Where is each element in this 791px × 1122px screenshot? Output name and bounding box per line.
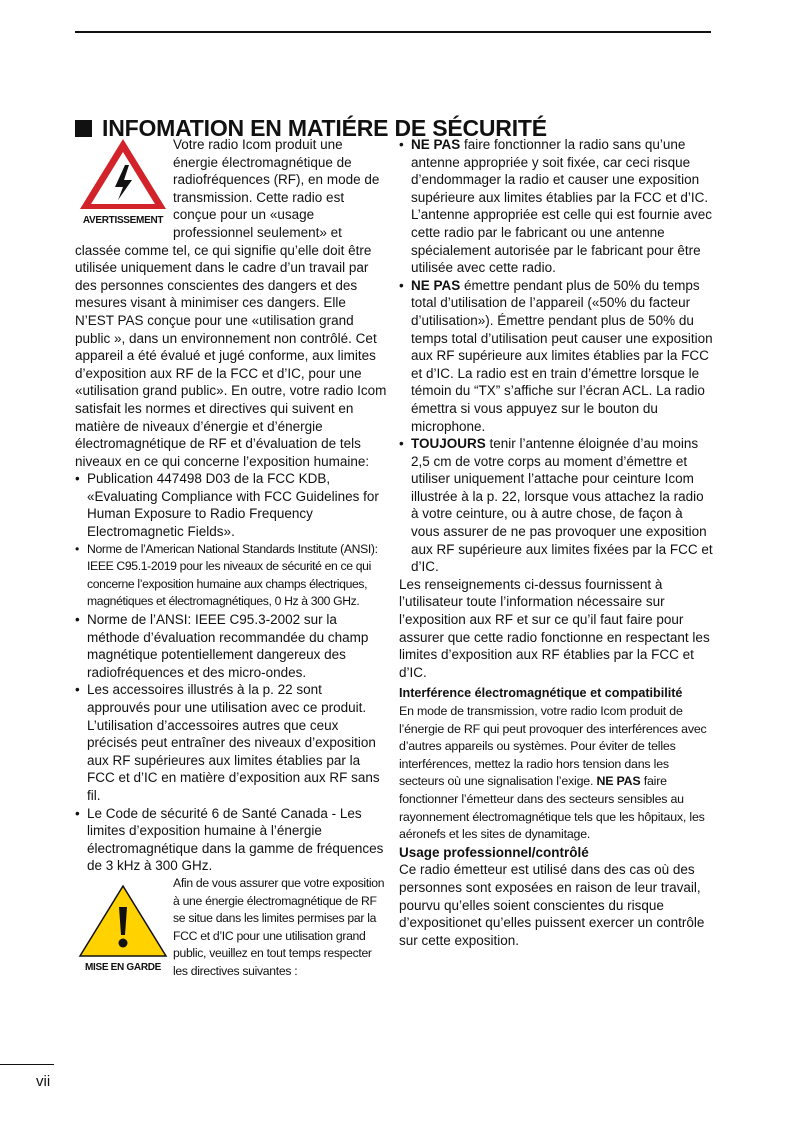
standards-list: [75, 470, 387, 875]
summary-paragraph: Les renseignements ci-dessus fournissent à l’utilisateur toute l’information nécessaire sur l’exposition aux RF et sur ce qu’il faut faire pour assurer que cette radio fonctionne en respectant les limites d’exposition aux RF établies par la FCC et d’IC.: [399, 576, 710, 680]
warning-block: [75, 136, 171, 230]
interference-heading: Interférence électromagnétique et compatibilité: [399, 686, 683, 701]
caution-text: Afin de vous assurer que votre exposition à une énergie électromagnétique de RF se situe dans les limites permises par la FCC et d’IC pour une utilisation grand public, veuillez en tout temps respecter les directives suivantes :: [173, 875, 385, 978]
interference-text: [399, 703, 713, 844]
page-number: vii: [36, 1073, 51, 1090]
list-item-text: émettre pendant plus de 50% du temps total d’utilisation de l’appareil («50% du facteur d’utilisation»). Émettre pendant plus de 50% du temps total d’utilisation peut causer une exposition aux RF supérieure aux limites établies par la FCC et d’IC. La radio est en train d’émettre lorsque le témoin du “TX” s’affiche sur l’écran ACL. La radio émettra si vous appuyez sur le bouton du microphone.: [411, 277, 713, 434]
interference-text-before: En mode de transmission, votre radio Icom produit de l’énergie de RF qui peut provoquer des interférences avec d’autres appareils ou systèmes. Pour éviter de telles interférences, mettez la radio hors tension dans les secteurs où une signalisation l’exige.: [399, 704, 707, 789]
list-item: • Les accessoires illustrés à la p. 22 sont approuvés pour une utilisation avec ce produit. L’utilisation d’accessoires autres que ceux précisés peut entraîner des niveaux d’exposition aux RF supérieures aux limites établies par la FCC et d’IC en matière d’exposition aux RF sans fil.: [75, 681, 387, 804]
usage-heading: Usage professionnel/contrôlé: [399, 844, 589, 860]
left-column: [75, 136, 387, 981]
warning-intro: Votre radio Icom produit une énergie électromagnétique de radiofréquences (RF), en mode de transmission. Cette radio est conçue pour un «usage professionnel seulement» et classée comme tel, ce qui signifie qu’elle doit être utilisée uniquement dans le cadre d’un travail par des personnes conscientes des dangers et des mesures visant à minimiser ces dangers. Elle N’EST PAS conçue pour une «utilisation grand public », dans un environnement non contrôlé. Cet appareil a été évalué et jugé conforme, aux limites d’exposition aux RF de la FCC et d’IC, pour une «utilisation grand public». En outre, votre radio Icom satisfait les normes et directives qui suivent en matière de niveaux d’énergie et d’énergie électromagnétique de RF et d’évaluation de tels niveaux en ce qui concerne l’exposition humaine:: [75, 137, 387, 469]
emphasis: NE PAS: [596, 774, 641, 789]
list-item-text: tenir l’antenne éloignée d’au moins 2,5 cm de votre corps au moment d’émettre et utiliser uniquement l’attache pour ceinture Icom illustrée à la p. 22, lorsque vous attachez la radio à votre ceinture, ou à autre chose, de façon à vous assurer de ne pas provoquer une exposition aux RF supérieure aux limites fixées par la FCC et d’IC.: [411, 436, 713, 575]
footer-rule: [0, 1064, 54, 1065]
caution-block: [75, 883, 171, 977]
right-column: [399, 136, 713, 949]
list-item: • Le Code de sécurité 6 de Santé Canada - Les limites d’exposition humaine à l’énergie électromagnétique dans la gamme de fréquences de 3 kHz à 300 GHz.: [75, 805, 387, 875]
interference-text-after: faire fonctionner l’émetteur dans des secteurs sensibles au rayonnement électromagnétique tels que les hôpitaux, les aéronefs et les sites de dynamitage.: [399, 774, 705, 842]
warning-label: AVERTISSEMENT: [82, 215, 164, 226]
emphasis: TOUJOURS: [411, 436, 486, 452]
title-text: INFOMATION EN MATIÉRE DE SÉCURITÉ: [102, 115, 547, 142]
list-item: • Norme de l’ANSI: IEEE C95.3-2002 sur la méthode d’évaluation recommandée du champ magnétique potentiellement dangereux des radiofréquences et des micro-ondes.: [75, 611, 387, 681]
usage-text: Ce radio émetteur est utilisé dans des cas où des personnes sont exposées en raison de leur travail, pourvu qu’elles soient conscientes du risque d’expositionet qu’elles puissent exercer un contrôle sur cette exposition.: [399, 862, 705, 948]
electric-shock-warning-icon: [77, 136, 169, 212]
list-item: • Publication 447498 D03 de la FCC KDB, «Evaluating Compliance with FCC Guidelines for Human Exposure to Radio Frequency Electromagnetic Fields».: [75, 470, 387, 540]
caution-exclamation-icon: [77, 883, 169, 959]
list-item-text: faire fonctionner la radio sans qu’une antenne appropriée y soit fixée, car ceci risque d’endommager la radio et causer une exposition supérieure aux limites établies par la FCC et d’IC. L’antenne appropriée est celle qui est fournie avec cette radio par le fabricant ou une antenne spécialement autorisée par le fabricant pour être utilisée avec cette radio.: [411, 137, 712, 276]
list-item: • Norme de l’American National Standards Institute (ANSI): IEEE C95.1-2019 pour les niveaux de sécurité en ce qui concerne l’exposition humaine aux champs électriques, magnétiques et électromagnétiques, 0 Hz à 300 GHz.: [75, 541, 387, 611]
caution-label: MISE EN GARDE: [84, 961, 162, 973]
emphasis: NE PAS: [411, 137, 461, 152]
title-square-icon: [75, 120, 92, 137]
emphasis: NE PAS: [411, 277, 461, 293]
list-item: [399, 277, 713, 435]
top-rule: [75, 31, 711, 33]
list-item: [399, 435, 713, 576]
guideline-list: [399, 136, 713, 576]
list-item: [399, 136, 713, 277]
